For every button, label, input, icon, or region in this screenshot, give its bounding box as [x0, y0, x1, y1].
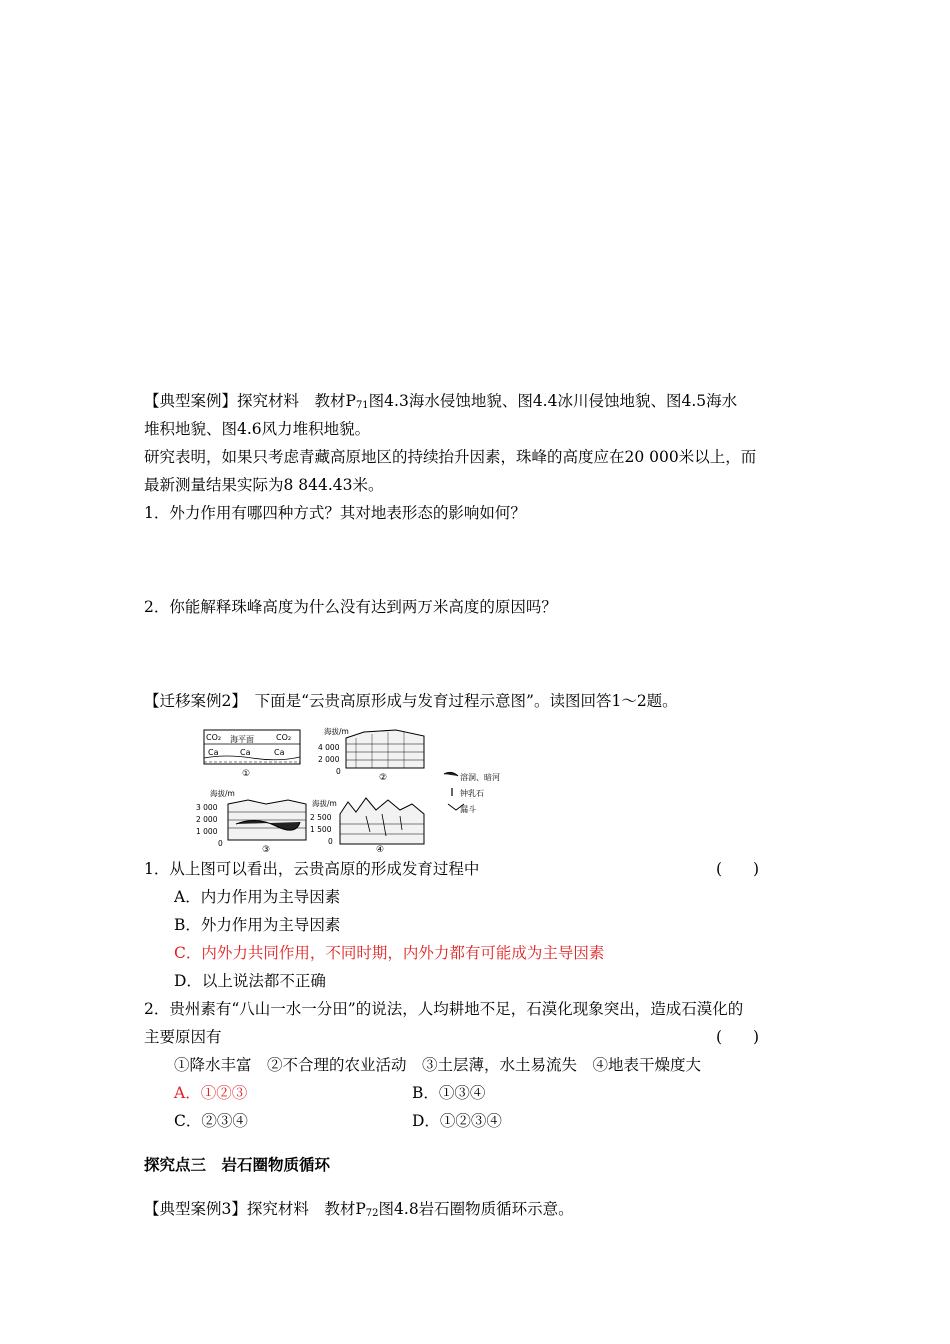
- svg-text:CO₂: CO₂: [206, 733, 222, 742]
- svg-text:0: 0: [218, 839, 223, 848]
- case2-q2-option-d: D．①②③④: [412, 1112, 502, 1130]
- case2-q1-answer-blank: ( ): [716, 860, 760, 878]
- svg-text:2 500: 2 500: [310, 813, 332, 822]
- svg-text:海平面: 海平面: [230, 735, 254, 744]
- figure-legend: [444, 772, 500, 814]
- case2-q2-answer-blank: ( ): [716, 1028, 760, 1046]
- case2-q1-option-c-answer: C．内外力共同作用，不同时期，内外力都有可能成为主导因素: [174, 944, 605, 962]
- case1-line1: 【典型案例】探究材料 教材$P_{71}$图4.3海水侵蚀地貌、图4.4冰川侵蚀地貌、图4.5海水: [144, 392, 738, 411]
- svg-text:①: ①: [242, 769, 251, 779]
- panel-1: [204, 730, 300, 779]
- svg-text:1 000: 1 000: [196, 827, 218, 836]
- svg-text:3 000: 3 000: [196, 803, 218, 812]
- case1-question-1: 1．外力作用有哪四种方式？其对地表形态的影响如何？: [144, 504, 526, 522]
- case2-title: 【迁移案例2】 下面是“云贵高原形成与发育过程示意图”。读图回答1～2题。: [144, 692, 678, 710]
- case1-line3: 研究表明，如果只考虑青藏高原地区的持续抬升因素，珠峰的高度应在20 000米以上，而: [144, 448, 757, 466]
- svg-text:②: ②: [379, 773, 388, 783]
- svg-text:CO₂: CO₂: [276, 733, 292, 742]
- svg-text:0: 0: [328, 837, 333, 846]
- svg-text:1 500: 1 500: [310, 825, 332, 834]
- case2-q2-option-a-answer: A．①②③: [174, 1084, 248, 1102]
- svg-text:钟乳石: 钟乳石: [460, 789, 484, 798]
- svg-text:海拔/m: 海拔/m: [324, 727, 349, 736]
- case2-q2-option-c: C．②③④: [174, 1112, 248, 1130]
- svg-text:Ca: Ca: [208, 748, 219, 757]
- svg-text:溶洞、暗河: 溶洞、暗河: [460, 773, 500, 782]
- panel-4: [310, 798, 424, 852]
- case2-q2-stem-1: 2．贵州素有“八山一水一分田”的说法，人均耕地不足，石漠化现象突出，造成石漠化的: [144, 1000, 744, 1018]
- case2-q2-factors: ①降水丰富 ②不合理的农业活动 ③土层薄，水土易流失 ④地表干燥度大: [174, 1056, 702, 1074]
- case1-line4: 最新测量结果实际为8 844.43米。: [144, 476, 384, 494]
- case1-question-2: 2．你能解释珠峰高度为什么没有达到两万米高度的原因吗？: [144, 598, 557, 616]
- svg-text:Ca: Ca: [240, 748, 251, 757]
- case2-q2-option-b: B．①③④: [412, 1084, 486, 1102]
- svg-text:2 000: 2 000: [318, 755, 340, 764]
- case2-q1-stem: 1．从上图可以看出，云贵高原的形成发育过程中: [144, 860, 480, 878]
- svg-text:Ca: Ca: [274, 748, 285, 757]
- case3-line: 【典型案例3】探究材料 教材$P_{72}$图4.8岩石圈物质循环示意。: [144, 1200, 574, 1219]
- svg-text:4 000: 4 000: [318, 743, 340, 752]
- svg-text:漏斗: 漏斗: [460, 805, 476, 814]
- case2-q1-option-b: B．外力作用为主导因素: [174, 916, 341, 934]
- svg-text:海拔/m: 海拔/m: [210, 789, 235, 798]
- section3-title: 探究点三 岩石圈物质循环: [144, 1155, 331, 1174]
- svg-text:③: ③: [262, 845, 271, 852]
- svg-text:2 000: 2 000: [196, 815, 218, 824]
- panel-2: [318, 726, 424, 783]
- panel-3: [196, 788, 306, 852]
- case1-line2: 堆积地貌、图4.6风力堆积地貌。: [144, 420, 371, 438]
- svg-text:0: 0: [336, 767, 341, 776]
- svg-text:④: ④: [376, 845, 385, 852]
- case2-q1-option-d: D．以上说法都不正确: [174, 972, 326, 990]
- yungui-plateau-figure: [196, 724, 526, 852]
- svg-text:海拔/m: 海拔/m: [312, 799, 337, 808]
- case2-q1-option-a: A．内力作用为主导因素: [174, 888, 341, 906]
- case2-q2-stem-2: 主要原因有: [144, 1028, 222, 1046]
